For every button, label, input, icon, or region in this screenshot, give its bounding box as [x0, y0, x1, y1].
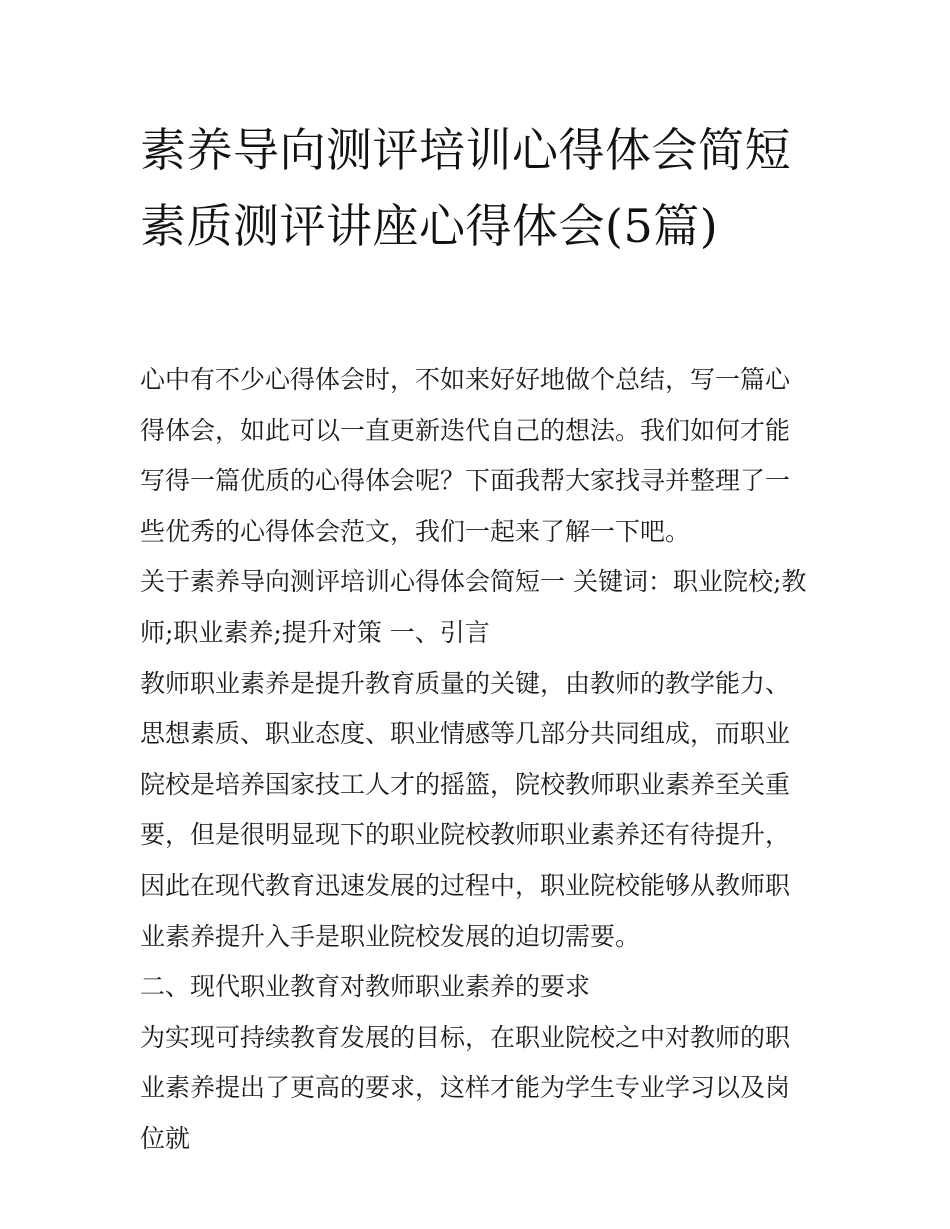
- intro-paragraph: 心中有不少心得体会时，不如来好好地做个总结，写一篇心得体会，如此可以一直更新迭代自己的想法。我们如何才能写得一篇优质的心得体会呢？下面我帮大家找寻并整理了一些优秀的心得体会范文，我们一起来了解一下吧。: [140, 365, 791, 546]
- section-one-heading-paragraph: 关于素养导向测评培训心得体会简短一 关键词：职业院校;教师;职业素养;提升对策 一、引言: [140, 567, 807, 647]
- section-two-heading: 二、现代职业教育对教师职业素养的要求: [140, 972, 591, 1002]
- body-paragraph: 教师职业素养是提升教育质量的关键，由教师的教学能力、思想素质、职业态度、职业情感等几部分共同组成，而职业院校是培养国家技工人才的摇篮，院校教师职业素养至关重要，但是很明显现下的职业院校教师职业素养还有待提升，因此在现代教育迅速发展的过程中，职业院校能够从教师职业素养提升入手是职业院校发展的迫切需要。: [140, 668, 791, 951]
- document-title: 素养导向测评培训心得体会简短 素质测评讲座心得体会(5篇): [140, 123, 791, 253]
- body-paragraph: 为实现可持续教育发展的目标，在职业院校之中对教师的职业素养提出了更高的要求，这样才能为学生专业学习以及岗位就: [140, 1022, 791, 1153]
- document-body: [140, 355, 812, 1165]
